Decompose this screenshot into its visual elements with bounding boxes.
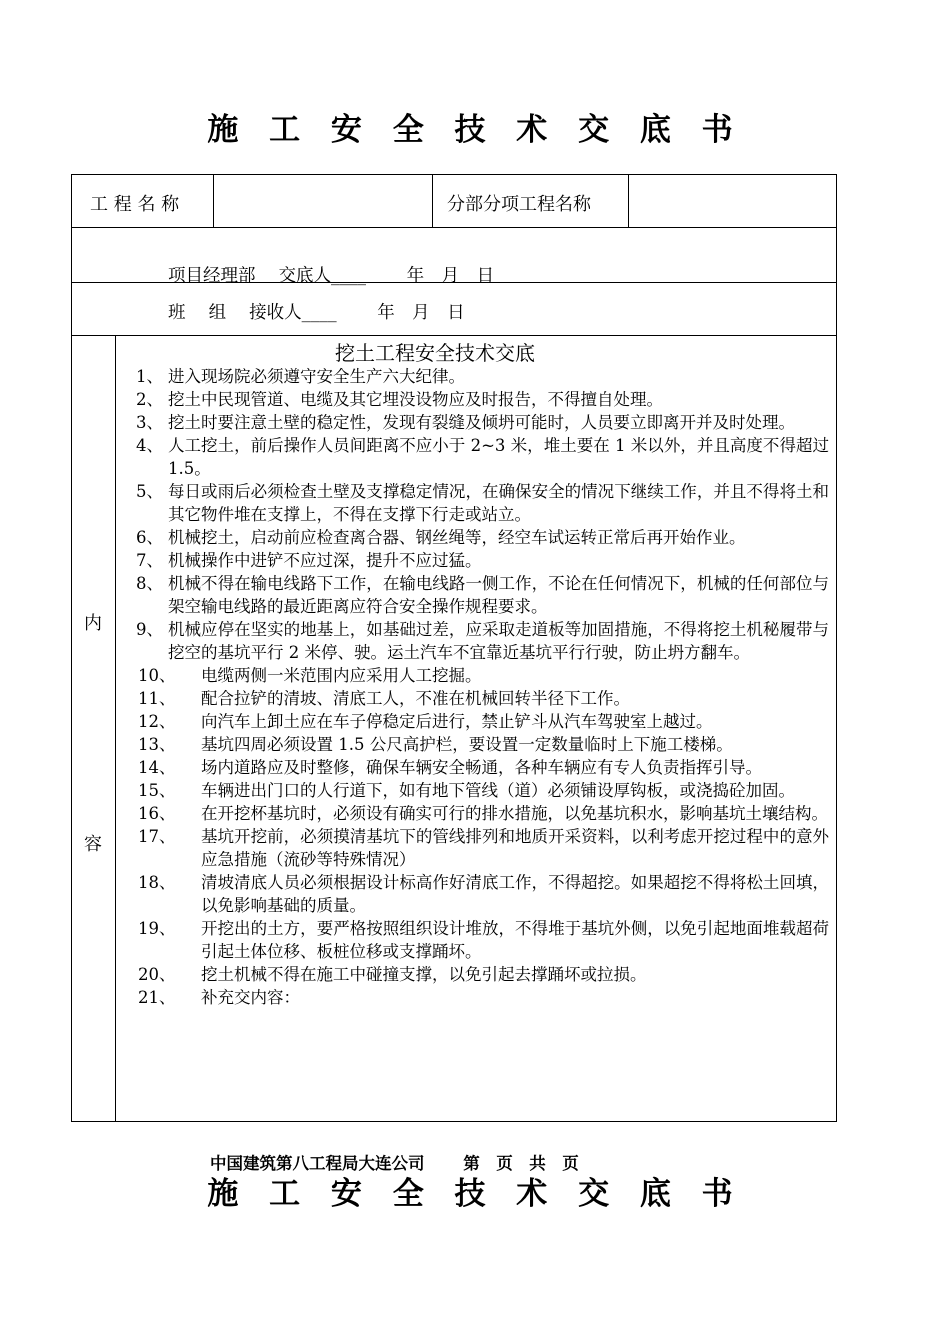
list-item	[131, 779, 829, 802]
list-item-number: 10、	[138, 666, 176, 685]
table-border-left	[71, 174, 72, 1122]
table-border-bottom	[71, 1121, 837, 1122]
project-name-label: 工 程 名 称	[90, 194, 180, 215]
list-item	[131, 687, 829, 710]
list-item-number: 6、	[136, 528, 163, 547]
list-item-number: 5、	[136, 482, 163, 501]
list-item-text: 补充交内容：	[201, 988, 300, 1007]
list-item	[131, 710, 829, 733]
list-item-number: 1、	[136, 367, 163, 386]
list-item-text: 基坑开挖前，必须摸清基坑下的管线排列和地质开采资料，以利考虑开挖过程中的意外应急措施（流砂等特殊情况）	[201, 827, 829, 869]
list-item-number: 12、	[138, 712, 176, 731]
table-line-1	[71, 227, 837, 228]
list-item-text: 机械应停在坚实的地基上，如基础过差，应采取走道板等加固措施，不得将挖土机秘履带与挖空的基坑平行 2 米停、驶。运土汽车不宜靠近基坑平行行驶，防止坍方翻车。	[168, 620, 829, 662]
list-item-text: 人工挖土，前后操作人员间距离不应小于 2~3 米，堆土要在 1 米以外，并且高度不得超过 1.5。	[168, 436, 829, 478]
list-item-number: 7、	[136, 551, 163, 570]
list-item-number: 14、	[138, 758, 176, 777]
list-item	[131, 365, 829, 388]
list-item-number: 13、	[138, 735, 176, 754]
content-list	[131, 365, 829, 1009]
list-item-text: 挖土机械不得在施工中碰撞支撑，以免引起去撑踊坏或拉损。	[201, 965, 647, 984]
list-item	[131, 825, 829, 871]
table-col-divider-3	[628, 174, 629, 227]
document-title-repeat: 施 工 安 全 技 术 交 底 书	[207, 1176, 743, 1212]
content-label-divider	[115, 335, 116, 1121]
list-item	[131, 434, 829, 480]
list-item-text: 基坑四周必须设置 1.5 公尺高护栏，要设置一定数量临时上下施工楼梯。	[201, 735, 733, 754]
list-item	[131, 618, 829, 664]
list-item-text: 挖土中民现管道、电缆及其它埋没设物应及时报告，不得擅自处理。	[168, 390, 663, 409]
table-line-3	[71, 335, 837, 336]
content-heading: 挖土工程安全技术交底	[335, 341, 535, 365]
content-body	[131, 338, 829, 1009]
list-item-number: 16、	[138, 804, 176, 823]
content-side-label-bottom: 容	[84, 834, 102, 855]
list-item	[131, 986, 829, 1009]
table-border-right	[836, 174, 837, 1122]
list-item	[131, 871, 829, 917]
list-item-text: 场内道路应及时整修，确保车辆安全畅通，各种车辆应有专人负责指挥引导。	[201, 758, 762, 777]
footer-company: 中国建筑第八工程局大连公司 第 页 共 页	[210, 1154, 579, 1173]
list-item-text: 机械不得在输电线路下工作，在输电线路一侧工作，不论在任何情况下，机械的任何部位与架空输电线路的最近距离应符合安全操作规程要求。	[168, 574, 829, 616]
list-item	[131, 802, 829, 825]
list-item	[131, 480, 829, 526]
sub-project-value[interactable]	[635, 180, 830, 220]
list-item	[131, 572, 829, 618]
list-item-text: 机械挖土，启动前应检查离合器、钢丝绳等，经空车试运转正常后再开始作业。	[168, 528, 746, 547]
list-item-text: 每日或雨后必须检查土壁及支撑稳定情况，在确保安全的情况下继续工作，并且不得将土和其它物件堆在支撑上，不得在支撑下行走或站立。	[168, 482, 829, 524]
document-title: 施 工 安 全 技 术 交 底 书	[207, 112, 743, 148]
list-item-number: 3、	[136, 413, 163, 432]
list-item-number: 11、	[138, 689, 176, 708]
list-item-text: 电缆两侧一米范围内应采用人工挖掘。	[201, 666, 482, 685]
table-col-divider-2	[432, 174, 433, 227]
list-item	[131, 549, 829, 572]
list-item-number: 20、	[138, 965, 176, 984]
list-item	[131, 411, 829, 434]
list-item	[131, 388, 829, 411]
table-border-top	[71, 174, 837, 175]
list-item-number: 18、	[138, 873, 176, 892]
list-item	[131, 526, 829, 549]
list-item-text: 挖土时要注意土壁的稳定性，发现有裂缝及倾坍可能时，人员要立即离开并及时处理。	[168, 413, 795, 432]
list-item-number: 9、	[136, 620, 163, 639]
list-item	[131, 756, 829, 779]
team-row: 班 组 接收人____ 年 月 日	[168, 303, 465, 323]
list-item-number: 17、	[138, 827, 176, 846]
table-col-divider-1	[213, 174, 214, 227]
content-side-label-top: 内	[84, 613, 102, 634]
list-item-number: 15、	[138, 781, 176, 800]
list-item	[131, 664, 829, 687]
list-item-number: 19、	[138, 919, 176, 938]
list-item-text: 向汽车上卸土应在车子停稳定后进行，禁止铲斗从汽车驾驶室上越过。	[201, 712, 713, 731]
list-item-text: 在开挖杯基坑时，必须设有确实可行的排水措施，以免基坑积水，影响基坑土壤结构。	[201, 804, 828, 823]
list-item-number: 21、	[138, 988, 176, 1007]
list-item	[131, 733, 829, 756]
list-item-number: 8、	[136, 574, 163, 593]
list-item	[131, 963, 829, 986]
list-item-text: 车辆进出门口的人行道下，如有地下管线（道）必须铺设厚钩板，或浇捣砼加固。	[201, 781, 795, 800]
sub-project-label: 分部分项工程名称	[447, 194, 591, 215]
list-item-number: 4、	[136, 436, 163, 455]
list-item	[131, 917, 829, 963]
list-item-number: 2、	[136, 390, 163, 409]
list-item-text: 进入现场院必须遵守安全生产六大纪律。	[168, 367, 465, 386]
project-name-value[interactable]	[220, 180, 425, 220]
list-item-text: 配合拉铲的清坡、清底工人，不准在机械回转半径下工作。	[201, 689, 630, 708]
list-item-text: 清坡清底人员必须根据设计标高作好清底工作，不得超挖。如果超挖不得将松土回填，以免影响基础的质量。	[201, 873, 829, 915]
list-item-text: 机械操作中进铲不应过深，提升不应过猛。	[168, 551, 482, 570]
manager-row: 项目经理部 交底人____ 年 月 日	[168, 266, 495, 286]
list-item-text: 开挖出的土方，要严格按照组织设计堆放，不得堆于基坑外侧，以免引起地面堆载超荷引起土体位移、板桩位移或支撑踊坏。	[201, 919, 829, 961]
